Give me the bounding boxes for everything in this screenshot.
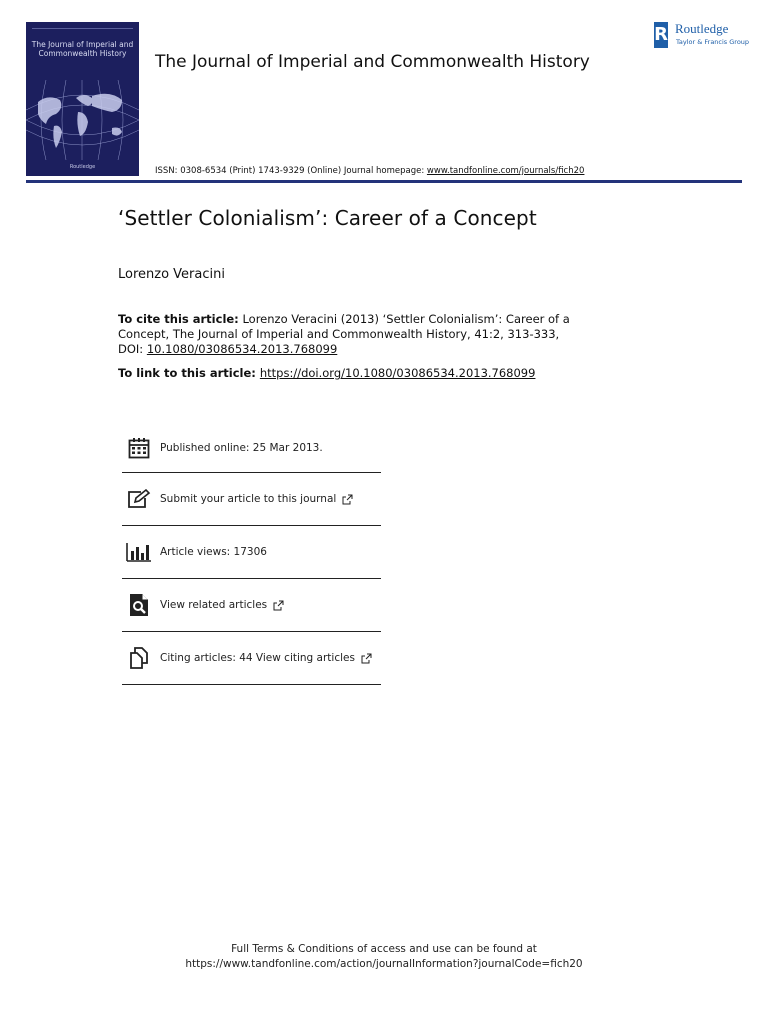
citation-block	[118, 312, 588, 357]
publisher-logo[interactable]	[654, 20, 754, 50]
publisher-subtitle: Taylor & Francis Group	[676, 38, 750, 46]
footer-line-1: Full Terms & Conditions of access and use can be found at	[231, 943, 537, 955]
cover-strip	[32, 28, 133, 31]
journal-cover	[26, 22, 139, 176]
edit-icon	[126, 486, 152, 512]
related-articles-text[interactable]: View related articles	[160, 599, 268, 611]
cite-text: Lorenzo Veracini (2013) ‘Settler Colonialism’: Career of a Concept, The Journal of Imperial and Commonwealth History, 41:2, 313-333, DOI:	[118, 312, 570, 356]
journal-title: The Journal of Imperial and Commonwealth History	[155, 52, 590, 72]
submit-article-text[interactable]: Submit your article to this journal	[160, 493, 337, 505]
submit-article-item[interactable]	[122, 473, 381, 526]
calendar-icon	[126, 435, 152, 461]
citing-articles-item[interactable]	[122, 632, 381, 685]
related-articles-item[interactable]	[122, 579, 381, 632]
issn-text: ISSN: 0308-6534 (Print) 1743-9329 (Online) Journal homepage:	[155, 166, 427, 176]
article-author: Lorenzo Veracini	[118, 267, 225, 282]
bar-chart-icon	[126, 539, 152, 565]
publisher-name: Routledge	[675, 21, 729, 36]
link-label: To link to this article:	[118, 366, 256, 380]
cite-label: To cite this article:	[118, 312, 239, 326]
article-views-text: Article views: 17306	[160, 546, 267, 558]
routledge-r-icon: R	[654, 22, 668, 48]
cite-doi-link[interactable]: 10.1080/03086534.2013.768099	[146, 342, 338, 356]
search-document-icon	[126, 592, 152, 618]
published-item	[122, 424, 381, 473]
cover-publisher-logo: Routledge	[69, 164, 96, 170]
external-link-icon	[361, 649, 372, 668]
article-link-line	[118, 366, 535, 380]
article-views-item	[122, 526, 381, 579]
copy-documents-icon	[126, 645, 152, 671]
cover-title: The Journal of Imperial and Commonwealth History	[31, 40, 134, 58]
article-info-list	[122, 424, 381, 685]
article-doi-link[interactable]: https://doi.org/10.1080/03086534.2013.768099	[259, 366, 536, 380]
issn-line	[155, 166, 584, 176]
footer-terms-link[interactable]: https://www.tandfonline.com/action/journalInformation?journalCode=fich20	[185, 958, 583, 970]
footer-terms	[0, 942, 768, 972]
world-map-graphic	[26, 80, 139, 160]
journal-homepage-link[interactable]: www.tandfonline.com/journals/fich20	[426, 166, 585, 176]
citing-articles-text[interactable]: Citing articles: 44 View citing articles	[160, 652, 355, 664]
external-link-icon	[342, 490, 353, 509]
article-title: ‘Settler Colonialism’: Career of a Concept	[118, 206, 537, 230]
external-link-icon	[273, 596, 284, 615]
header-divider	[26, 180, 742, 183]
published-date-text: Published online: 25 Mar 2013.	[160, 442, 323, 454]
